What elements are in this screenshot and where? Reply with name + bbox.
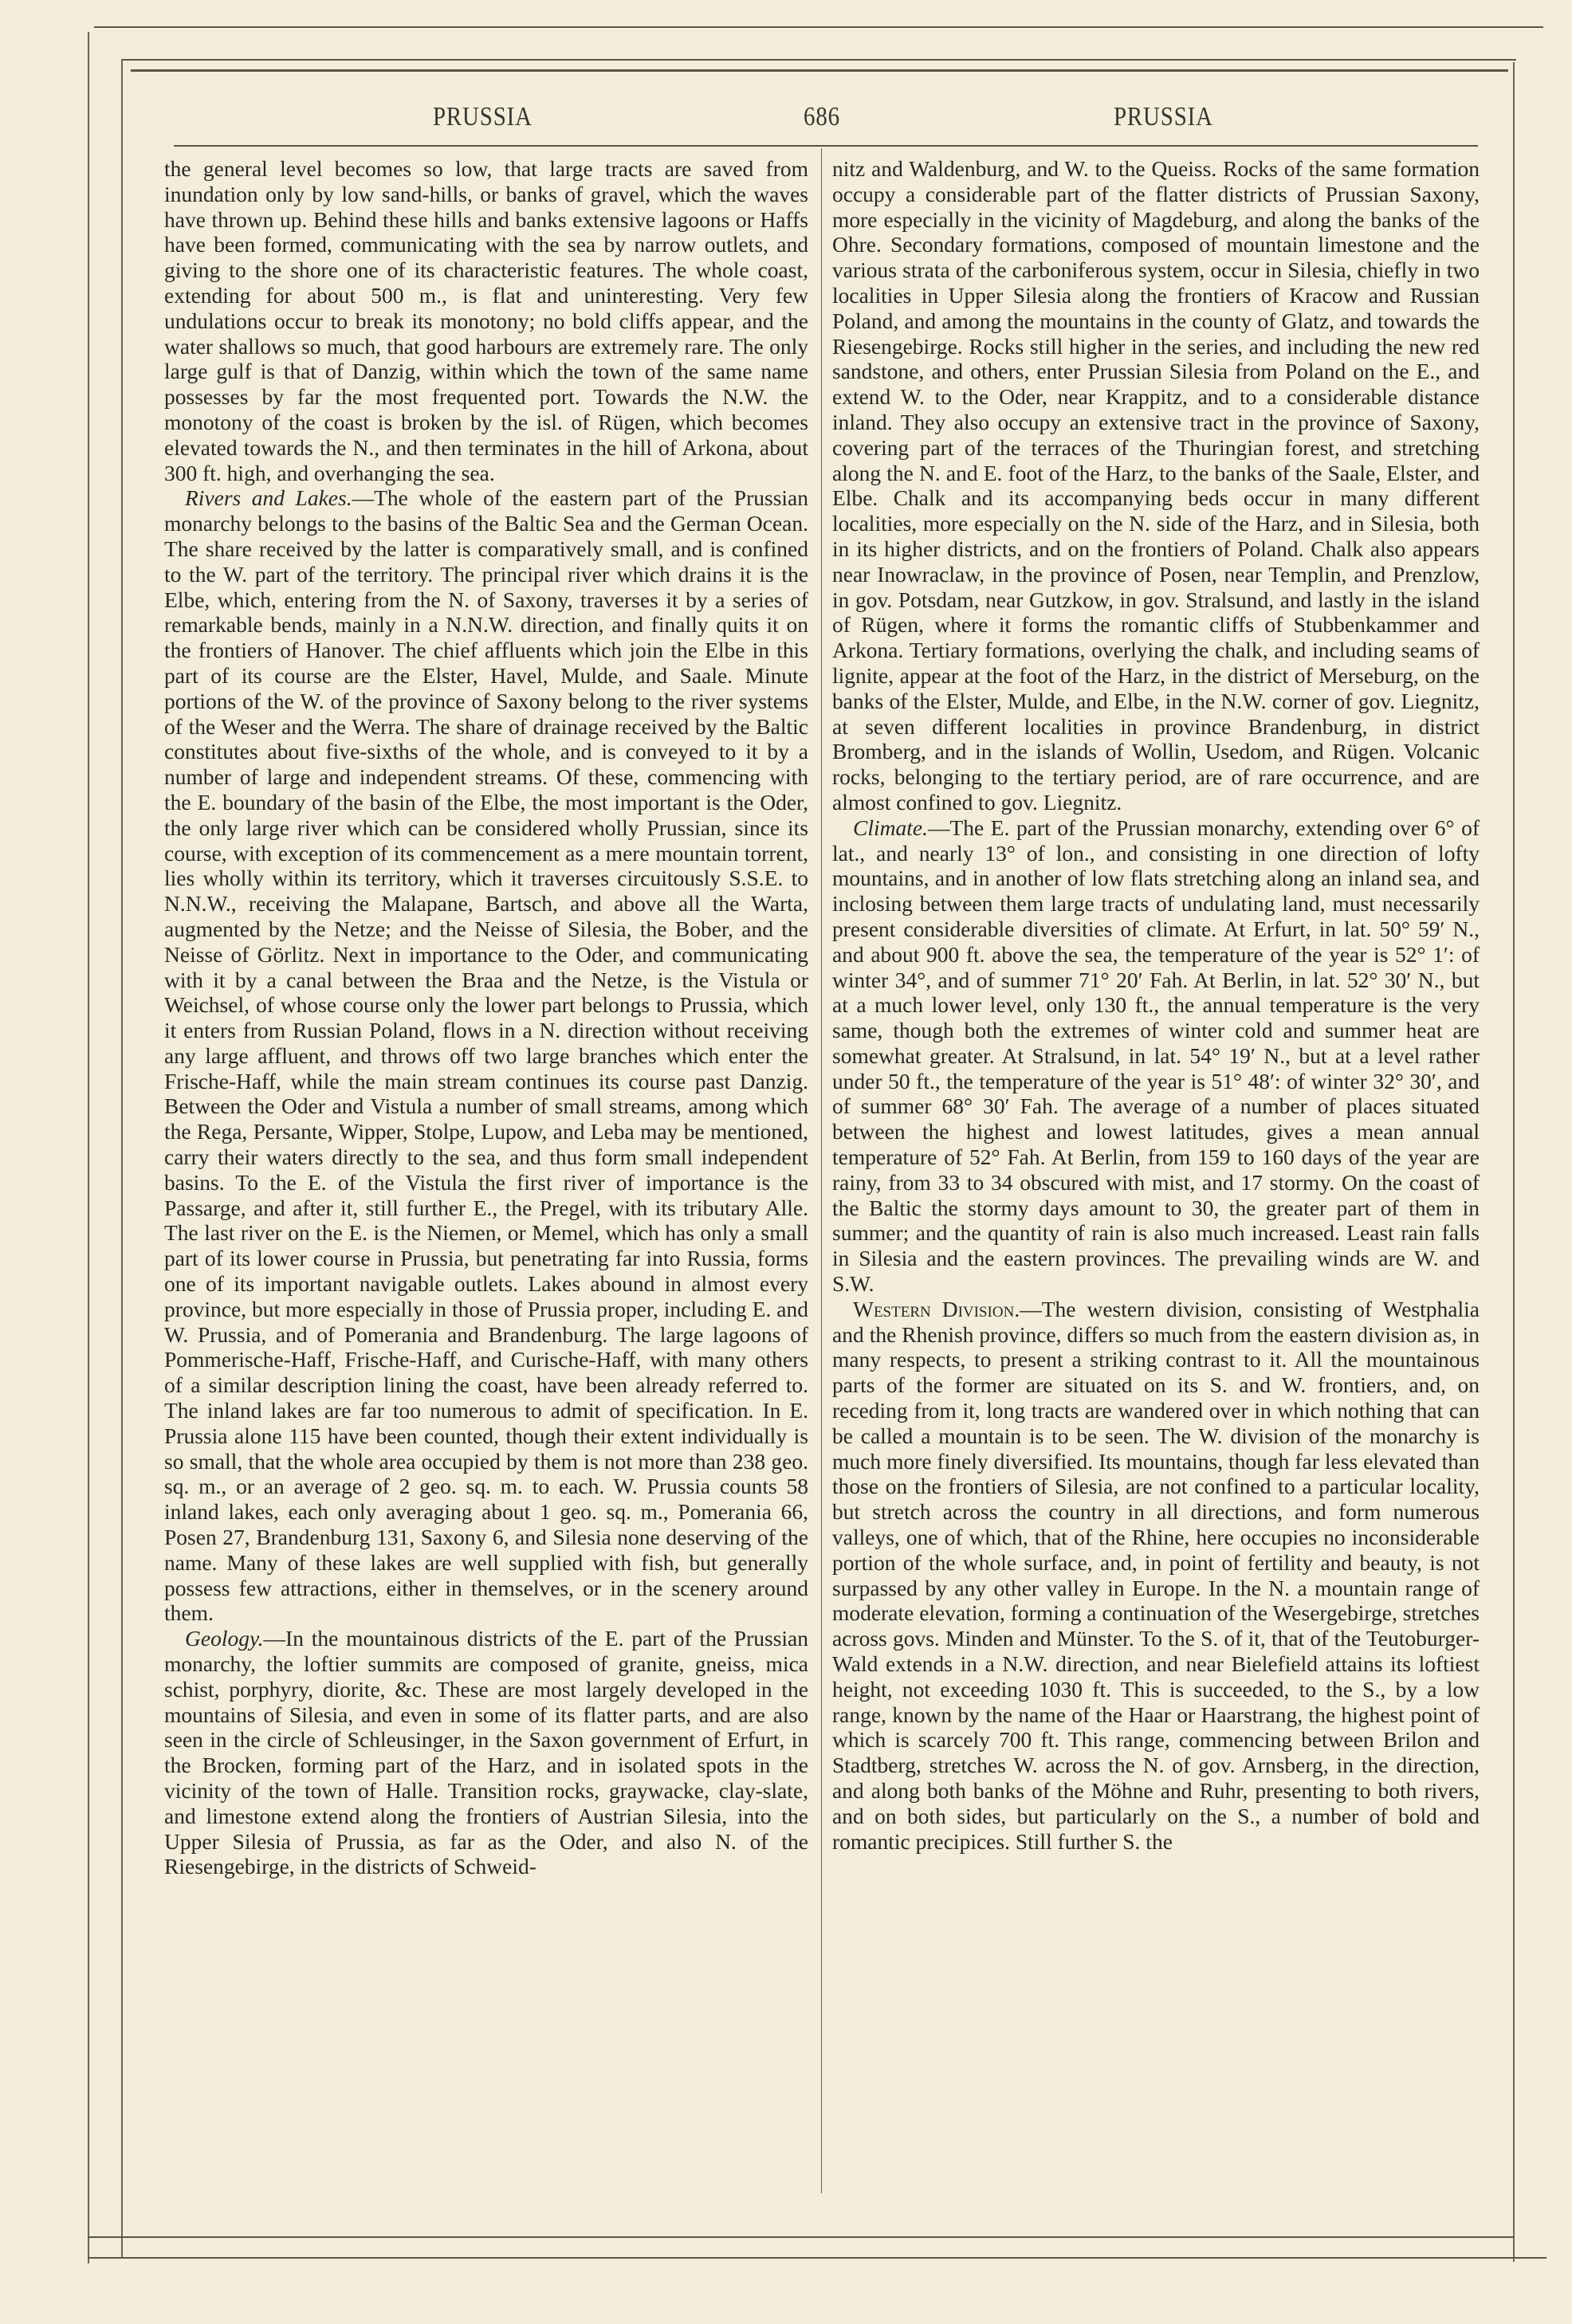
page-number: 686	[804, 102, 840, 132]
running-head-left: PRUSSIA	[433, 102, 533, 132]
paragraph-text: —The E. part of the Prussian monarchy, extending over 6° of lat., and nearly 13° of lon., and consisting in one direction of lofty mountains, and in another of low flats stretching along an inland sea, and inclosing between them large tracts of undulating land, must necessarily present considerable diversities of climate. At Erfurt, in lat. 50° 59′ N., and about 900 ft. above the sea, the temperature of the year is 52° 1′: of winter 34°, and of summer 71° 20′ Fah. At Berlin, in lat. 52° 30′ N., but at a much lower level, only 130 ft., the annual temperature is the very same, though both the extremes of winter cold and summer heat are somewhat greater. At Stralsund, in lat. 54° 19′ N., but at a level rather under 50 ft., the temperature of the year is 51° 48′: of winter 32° 30′, and of summer 68° 30′ Fah. The average of a number of places situated between the highest and lowest latitudes, gives a mean annual temperature of 52° Fah. At Berlin, from 159 to 160 days of the year are rainy, from 33 to 34 obscured with mist, and 17 stormy. On the coast of the Baltic the stormy days amount to 30, the greater part of them in summer; and the quantity of rain is also much increased. Least rain falls in Silesia and the eastern provinces. The prevailing winds are W. and S.W.	[832, 815, 1480, 1297]
paragraph-western-division	[832, 1297, 1480, 1855]
paragraph-coast	[164, 156, 808, 485]
paragraph-text: —The western division, consisting of Westphalia and the Rhenish province, differs so much from the eastern division as, in many respects, to present a striking contrast to it. All the mountainous parts of the former are situated on its S. and W. frontiers, and, on receding from it, long tracts are wandered over in which nothing that can be called a mountain is to be seen. The W. division of the monarchy is much more finely diversified. Its mountains, though far less elevated than those on the frontiers of Silesia, are not confined to a particular locality, but stretch across the country in all directions, and form numerous valleys, one of which, that of the Rhine, here occupies no inconsiderable portion of the whole surface, and, in point of fertility and beauty, is not surpassed by any other valley in Europe. In the N. a mountain range of moderate elevation, forming a continuation of the Wesergebirge, stretches across govs. Minden and Münster. To the S. of it, that of the Teutoburger-Wald extends in a N.W. direction, and near Bielefield attains its loftiest height, not exceeding 1030 ft. This is succeeded, to the S., by a low range, known by the name of the Haar or Haarstrang, the highest point of which is scarcely 700 ft. This range, commencing between Brilon and Stadtberg, stretches W. across the N. of gov. Arnsberg, in the direction, and along both banks of the Möhne and Ruhr, presenting to both rivers, and on both sides, but particularly on the S., a number of bold and romantic precipices. Still further S. the	[832, 1296, 1480, 1854]
paragraph-text: —The whole of the eastern part of the Prussian monarchy belongs to the basins of the Baltic Sea and the German Ocean. The share received by the latter is comparatively small, and is confined to the W. part of the territory. The principal river which drains it is the Elbe, which, entering from the N. of Saxony, traverses it by a series of remarkable bends, mainly in a N.N.W. direction, and finally quits it on the frontiers of Hanover. The chief affluents which join the Elbe in this part of its course are the Elster, Havel, Mulde, and Saale. Minute portions of the W. of the province of Saxony belong to the river systems of the Weser and the Werra. The share of drainage received by the Baltic constitutes about five-sixths of the whole, and is conveyed to it by a number of large and independent streams. Of these, commencing with the E. boundary of the basin of the Elbe, the most important is the Oder, the only large river which can be considered wholly Prussian, since its course, with exception of its commencement as a mere mountain torrent, lies wholly within its territory, which it traverses circuitously S.S.E. to N.N.W., receiving the Malapane, Bartsch, and above all the Warta, augmented by the Netze; and the Neisse of Silesia, the Bober, and the Neisse of Görlitz. Next in importance to the Oder, and communicating with it by a canal between the Braa and the Netze, is the Vistula or Weichsel, of whose course only the lower part belongs to Prussia, which it enters from Russian Poland, flows in a N. direction without receiving any large affluent, and throws off two large branches which enter the Frische-Haff, while the main stream continues its course past Danzig. Between the Oder and Vistula a number of small streams, among which the Rega, Persante, Wipper, Stolpe, Lupow, and Leba may be mentioned, carry their waters directly to the sea, and thus form small independent basins. To the E. of the Vistula the first river of importance is the Passarge, and after it, still further E., the Pregel, with its tributary Alle. The last river on the E. is the Niemen, or Memel, which has only a small part of its lower course in Prussia, but penetrating far into Russia, forms one of its important navigable outlets. Lakes abound in almost every province, but more especially in those of Prussia proper, including E. and W. Prussia, and of Pomerania and Brandenburg. The large lagoons of Pommerische-Haff, Frische-Haff, and Curische-Haff, with many others of a similar description lining the coast, have been already referred to. The inland lakes are far too numerous to admit of specification. In E. Prussia alone 115 have been counted, though their extent individually is so small, that the whole area occupied by them is not more than 238 geo. sq. m., or an average of 2 geo. sq. m. to each. W. Prussia counts 58 inland lakes, each only averaging about 1 geo. sq. m., Pomerania 66, Posen 27, Brandenburg 131, Saxony 6, and Silesia none deserving of the name. Many of these lakes are well supplied with fish, but generally possess few attractions, either in themselves, or in the scenery around them.	[164, 485, 808, 1626]
header-rule	[174, 145, 1478, 147]
frame-left-inner	[121, 59, 123, 2259]
paragraph-rivers-and-lakes	[164, 485, 808, 1626]
paragraph-climate	[832, 815, 1480, 1297]
frame-left-outer	[88, 32, 89, 2263]
frame-right	[1513, 62, 1515, 2262]
bottom-frame-rule	[88, 2236, 1515, 2238]
paragraph-text: nitz and Waldenburg, and W. to the Queiss. Rocks of the same formation occupy a considerable part of the flatter districts of Prussian Saxony, more especially in the vicinity of Magdeburg, and along the banks of the Ohre. Secondary formations, composed of mountain limestone and the various strata of the carboniferous system, occur in Silesia, chiefly in two localities in Upper Silesia along the frontiers of Kracow and Russian Poland, and among the mountains in the county of Glatz, and towards the Riesengebirge. Rocks still higher in the series, and including the new red sandstone, and others, enter Prussian Silesia from Poland on the E., and extend W. to the Oder, near Krappitz, and to a considerable distance inland. They also occupy an extensive tract in the province of Saxony, covering part of the terraces of the Thuringian forest, and stretching along the N. and E. foot of the Harz, to the banks of the Saale, Elster, and Elbe. Chalk and its accompanying beds occur in many different localities, more especially on the N. side of the Harz, and in Silesia, both in its higher districts, and on the frontiers of Poland. Chalk also appears near Inowraclaw, in the province of Posen, near Templin, and Prenzlow, in gov. Potsdam, near Gutzkow, in gov. Stralsund, and lastly in the island of Rügen, where it forms the romantic cliffs of Stubbenkammer and Arkona. Tertiary formations, overlying the chalk, and including seams of lignite, appear at the foot of the Harz, in the district of Merseburg, on the banks of the Elster, Mulde, and Elbe, in the N.W. corner of gov. Liegnitz, at seven different localities in province Brandenburg, in district Bromberg, and in the islands of Wollin, Usedom, and Rügen. Volcanic rocks, belonging to the tertiary period, are of rare occurrence, and are almost confined to gov. Liegnitz.	[832, 156, 1480, 815]
top-frame-rule	[121, 59, 1516, 61]
right-column	[832, 156, 1480, 1854]
column-divider	[821, 148, 822, 2193]
top-frame-rule-inner	[131, 69, 1508, 72]
paragraph-text: the general level becomes so low, that large tracts are saved from inundation only by low sand-hills, or banks of gravel, which the waves have thrown up. Behind these hills and banks extensive lagoons or Haffs have been formed, communicating with the sea by narrow outlets, and giving to the shore one of its characteristic features. The whole coast, extending for about 500 m., is flat and uninteresting. Very few undulations occur to break its monotony; no bold cliffs appear, and the water shallows so much, that good harbours are extremely rare. The only large gulf is that of Danzig, within which the town of the same name possesses by far the most frequented port. Towards the N.W. the monotony of the coast is broken by the isl. of Rügen, which becomes elevated towards the N., and then terminates in the hill of Arkona, about 300 ft. high, and overhanging the sea.	[164, 156, 808, 485]
section-lead: Western Division.	[853, 1296, 1020, 1321]
paragraph-text: —In the mountainous districts of the E. part of the Prussian monarchy, the loftier summits are composed of granite, gneiss, mica schist, porphyry, diorite, &c. These are most largely developed in the mountains of Silesia, and even in some of its flatter parts, and are also seen in the circle of Schleusinger, in the Saxon government of Erfurt, in the Brocken, forming part of the Harz, and in isolated spots in the vicinity of the town of Halle. Transition rocks, graywacke, clay-slate, and limestone extend along the frontiers of Austrian Silesia, into the Upper Silesia of Prussia, as far as the Oder, and also N. of the Riesengebirge, in the districts of Schweid-	[164, 1626, 808, 1879]
left-column	[164, 156, 808, 1879]
section-lead: Geology.	[185, 1626, 264, 1651]
section-lead: Rivers and Lakes.	[185, 485, 352, 511]
running-head-right: PRUSSIA	[1114, 102, 1213, 132]
top-outer-rule	[94, 26, 1543, 28]
paragraph-geology-cont	[832, 156, 1480, 815]
paragraph-geology	[164, 1626, 808, 1879]
section-lead: Climate.	[853, 815, 928, 840]
bottom-outer-rule	[88, 2257, 1546, 2259]
